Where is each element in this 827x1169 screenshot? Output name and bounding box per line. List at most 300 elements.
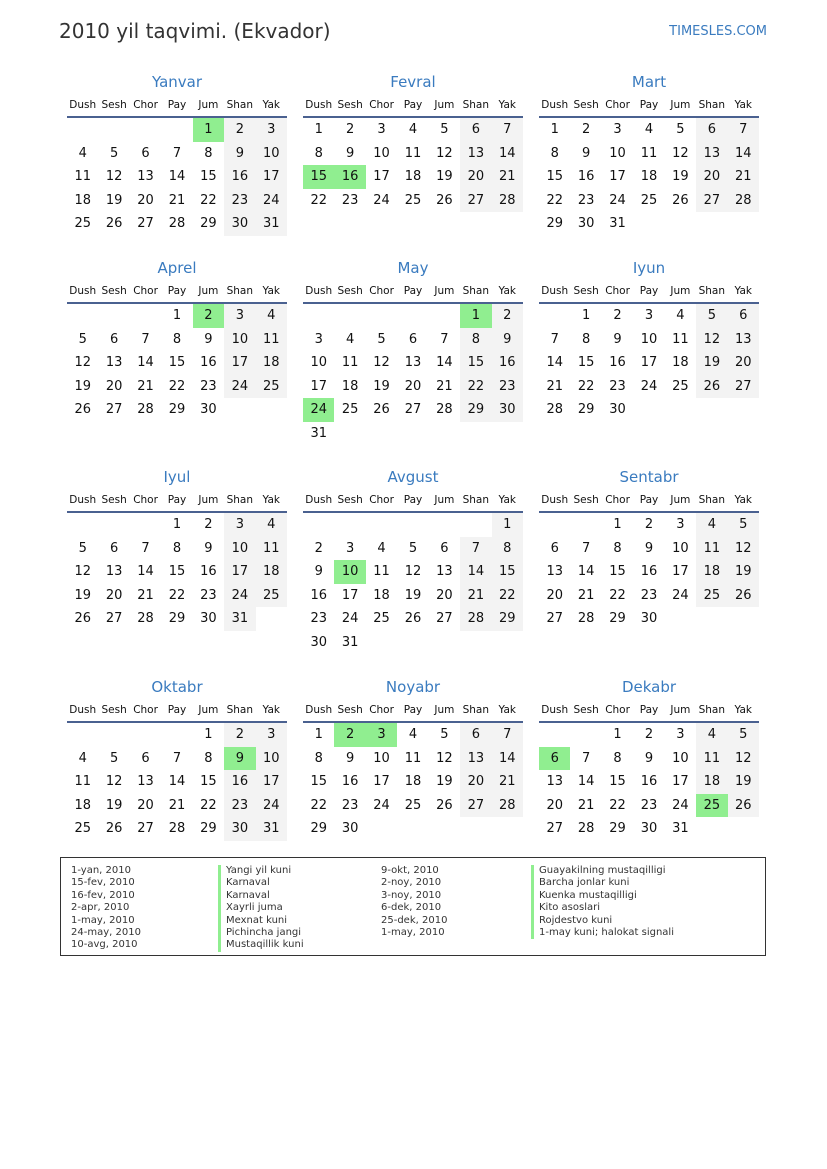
day: 31 [256,212,287,236]
day: 15 [609,564,626,579]
weekday-label: Yak [262,285,280,297]
holiday-day: 2 [193,304,224,328]
day: 14 [436,355,453,370]
day: 27 [460,189,491,213]
month-name: Mart [631,73,667,91]
day: 6 [141,750,150,766]
empty-cell [98,513,129,537]
day: 18 [341,378,359,394]
weekday-label: Pay [639,285,659,297]
day: 1 [492,513,523,537]
weekday-header [67,94,287,118]
day: 30 [200,402,217,417]
day: 27 [404,402,422,417]
weekday-header [539,489,759,513]
day: 7 [550,331,559,347]
weekday-header [67,699,287,723]
legend-holiday-name: Mustaqillik kuni [218,939,304,951]
day: 1 [172,517,182,532]
legend-dates-col-1 [71,865,141,952]
day: 6 [141,145,150,161]
day: 26 [728,794,759,818]
day: 26 [728,584,759,608]
day: 15 [492,560,523,584]
day: 9 [644,540,654,556]
day: 10 [310,355,327,370]
month-may [303,256,523,445]
day: 13 [137,774,154,789]
holiday-day: 16 [334,165,365,189]
weekday-header [67,280,287,304]
day: 27 [137,821,154,836]
day: 21 [492,165,523,189]
day: 6 [408,331,418,347]
day: 3 [345,540,355,556]
day: 14 [168,774,186,789]
day: 27 [436,611,453,626]
empty-cell [334,304,365,328]
day: 8 [613,540,622,556]
weekday-label: Sesh [573,494,599,506]
day: 10 [672,750,689,766]
day: 9 [581,145,591,161]
weekday-label: Pay [639,99,659,111]
day: 16 [577,169,595,184]
weekday-label: Sesh [101,285,127,297]
empty-cell [429,304,460,328]
weekday-label: Dush [305,99,333,111]
day: 31 [256,817,287,841]
day: 17 [609,169,626,184]
weekday-label: Pay [167,494,187,506]
weekday-label: Dush [69,494,97,506]
empty-cell [539,723,570,747]
day: 30 [200,611,217,626]
empty-cell [161,118,192,142]
month-name: Avgust [387,468,439,486]
day: 9 [204,331,213,347]
day: 28 [168,821,186,836]
day: 19 [672,169,689,184]
day: 17 [256,770,287,794]
day: 13 [436,564,453,579]
day: 28 [460,607,491,631]
day-grid [67,118,287,236]
weekday-label: Dush [69,99,97,111]
brand-link[interactable]: TIMESLES.COM [669,24,767,39]
day: 6 [440,540,449,556]
empty-cell [98,723,129,747]
holiday-day: 2 [334,723,365,747]
day: 22 [310,192,327,208]
day: 28 [577,611,595,626]
day: 1 [314,727,323,742]
day: 14 [460,560,491,584]
day: 21 [168,192,186,208]
day: 14 [546,355,563,370]
day: 11 [256,537,287,561]
day: 23 [341,797,359,813]
weekday-label: Shan [698,494,726,506]
day: 30 [640,611,658,626]
day: 2 [644,727,654,742]
weekday-label: Jum [434,494,455,506]
weekday-header [539,280,759,304]
day: 23 [310,611,327,626]
day: 22 [168,587,186,603]
day: 20 [137,192,154,208]
day: 8 [204,145,213,161]
day: 26 [105,821,123,836]
day: 11 [74,774,91,789]
day: 21 [460,584,491,608]
day: 27 [460,794,491,818]
day: 19 [105,192,123,208]
weekday-label: Sesh [337,285,363,297]
holiday-day: 9 [224,747,255,771]
legend-holiday-name: Pichincha jangi [218,927,304,939]
day-grid [303,723,523,841]
day: 29 [546,216,563,231]
day: 7 [492,723,523,747]
day: 6 [460,723,491,747]
month-sentabr [539,465,759,631]
day: 14 [137,564,154,579]
day: 11 [696,537,727,561]
day: 17 [224,351,255,375]
weekday-label: Jum [670,494,691,506]
day: 24 [672,797,689,813]
day: 30 [577,216,595,231]
day: 23 [200,378,217,394]
day: 11 [256,328,287,352]
day: 18 [640,169,658,184]
day: 20 [404,378,422,394]
day: 2 [224,723,255,747]
day: 17 [256,165,287,189]
day: 4 [676,308,685,323]
day: 2 [224,118,255,142]
month-name: Dekabr [621,678,677,696]
day: 2 [644,517,654,532]
weekday-label: Pay [639,704,659,716]
day: 23 [224,189,255,213]
day: 22 [492,584,523,608]
day: 20 [436,587,453,603]
month-yanvar [67,70,287,236]
weekday-label: Pay [403,704,423,716]
weekday-label: Dush [305,285,333,297]
day: 26 [74,611,91,626]
weekday-label: Yak [734,99,752,111]
day: 14 [728,142,759,166]
day: 13 [460,142,491,166]
day: 3 [676,517,685,532]
day: 9 [345,145,355,161]
day: 5 [728,723,759,747]
weekday-label: Chor [133,494,158,506]
day: 11 [373,564,390,579]
weekday-label: Pay [167,99,187,111]
weekday-header [67,489,287,513]
day: 9 [345,750,355,766]
day: 12 [436,750,453,766]
empty-cell [539,304,570,328]
day: 21 [577,587,595,603]
weekday-label: Shan [226,494,254,506]
day: 16 [224,165,255,189]
day: 10 [224,328,255,352]
weekday-label: Pay [167,285,187,297]
day: 28 [728,189,759,213]
day: 17 [341,587,359,603]
day: 12 [105,774,123,789]
day: 9 [644,750,654,766]
day: 24 [224,584,255,608]
day: 22 [609,797,626,813]
day: 4 [408,727,418,742]
day: 21 [137,378,154,394]
day-grid [67,723,287,841]
day-grid [67,513,287,631]
day: 13 [546,564,563,579]
day: 6 [109,540,119,556]
weekday-label: Shan [698,99,726,111]
day: 15 [609,774,626,789]
day: 7 [440,331,449,347]
holiday-day: 25 [696,794,727,818]
day: 10 [640,331,658,347]
day: 16 [341,774,359,789]
day: 4 [696,723,727,747]
day: 16 [200,564,217,579]
holiday-day: 6 [539,747,570,771]
day: 31 [609,216,626,231]
day: 5 [78,540,87,556]
day: 1 [172,308,182,323]
day: 5 [728,513,759,537]
weekday-label: Pay [403,99,423,111]
day: 14 [577,774,595,789]
day: 27 [137,216,154,231]
legend-date: 3-noy, 2010 [381,889,442,901]
legend-date: 16-fev, 2010 [71,889,135,901]
empty-cell [130,304,161,328]
weekday-label: Dush [541,704,569,716]
empty-cell [130,118,161,142]
day: 29 [460,398,491,422]
day: 11 [672,331,689,347]
day: 5 [408,540,418,556]
day: 15 [200,169,217,184]
month-iyul [67,465,287,631]
month-name: Sentabr [619,468,679,486]
legend-date: 1-may, 2010 [71,914,135,926]
day: 20 [105,587,123,603]
day: 24 [672,587,689,603]
day: 23 [609,378,626,394]
day: 12 [74,564,91,579]
legend-date: 25-dek, 2010 [381,914,448,926]
weekday-label: Sesh [573,285,599,297]
day-grid [303,513,523,654]
weekday-label: Chor [605,704,630,716]
day: 25 [404,192,422,208]
legend-date: 24-may, 2010 [71,927,141,939]
day: 12 [373,355,390,370]
weekday-label: Sesh [337,494,363,506]
page-title: 2010 yil taqvimi. (Ekvador) [59,19,331,43]
day: 6 [728,304,759,328]
weekday-label: Chor [369,99,394,111]
day: 29 [609,611,626,626]
day: 4 [78,750,87,766]
weekday-label: Sesh [573,704,599,716]
day: 21 [436,378,453,394]
day: 27 [105,611,123,626]
day: 21 [492,770,523,794]
day: 26 [74,402,91,417]
day: 28 [137,402,154,417]
day: 4 [256,513,287,537]
empty-cell [429,513,460,537]
weekday-label: Yak [734,704,752,716]
weekday-label: Dush [541,99,569,111]
day: 23 [640,587,658,603]
day: 13 [460,747,491,771]
day: 21 [168,797,186,813]
day-grid [539,304,759,422]
weekday-header [303,489,523,513]
weekday-label: Sesh [101,704,127,716]
day: 19 [696,351,727,375]
day: 2 [314,540,323,556]
weekday-label: Pay [403,494,423,506]
day: 1 [550,122,559,137]
day: 4 [408,122,418,137]
day: 15 [546,169,563,184]
weekday-label: Shan [226,704,254,716]
weekday-label: Yak [498,285,516,297]
day: 7 [172,750,182,766]
day: 30 [310,634,327,650]
day: 13 [137,169,154,184]
weekday-label: Pay [167,704,187,716]
day: 5 [440,727,449,742]
empty-cell [366,513,397,537]
day: 31 [224,607,255,631]
weekday-label: Shan [462,285,490,297]
day: 8 [172,540,182,556]
day: 13 [546,774,563,789]
day: 5 [78,331,87,347]
day: 22 [200,797,217,813]
day: 19 [728,770,759,794]
weekday-label: Jum [670,285,691,297]
day: 7 [172,145,182,161]
day: 30 [224,817,255,841]
day: 23 [577,192,595,208]
day: 15 [577,355,595,370]
legend-holiday-name: Rojdestvo kuni [531,915,674,927]
legend-date: 9-okt, 2010 [381,865,439,876]
day: 7 [141,331,150,347]
weekday-label: Shan [462,99,490,111]
day: 30 [492,398,523,422]
day: 15 [460,351,491,375]
day: 11 [341,355,359,370]
empty-cell [303,513,334,537]
weekday-label: Yak [734,285,752,297]
day: 25 [256,584,287,608]
day: 28 [436,402,453,417]
month-mart [539,70,759,236]
weekday-label: Pay [639,494,659,506]
day: 27 [546,611,563,626]
day: 22 [168,378,186,394]
weekday-label: Chor [369,285,394,297]
day: 27 [546,821,563,836]
day-grid [539,723,759,841]
day: 8 [204,750,213,766]
weekday-label: Jum [198,99,219,111]
weekday-label: Yak [734,494,752,506]
day: 10 [224,537,255,561]
day: 3 [644,308,654,323]
day: 6 [550,540,559,556]
weekday-label: Shan [698,285,726,297]
month-name: Iyun [632,259,666,277]
day: 24 [341,611,359,626]
month-name: Fevral [390,73,436,91]
day: 12 [74,355,91,370]
day: 29 [168,611,186,626]
day: 24 [373,797,390,813]
weekday-label: Yak [262,704,280,716]
day: 25 [256,375,287,399]
legend-date: 2-apr, 2010 [71,902,130,914]
legend-holiday-name: Guayakilning mustaqilligi [531,865,674,877]
day: 12 [672,145,689,161]
day: 19 [74,378,91,394]
day: 26 [404,611,422,626]
weekday-label: Yak [262,494,280,506]
day: 5 [440,122,449,137]
day: 12 [728,747,759,771]
day: 11 [404,145,422,161]
weekday-label: Dush [541,285,569,297]
day: 11 [74,169,91,184]
day: 10 [256,142,287,166]
day: 25 [640,192,658,208]
weekday-label: Sesh [337,704,363,716]
weekday-label: Chor [369,494,394,506]
day: 11 [640,145,658,161]
day: 29 [577,402,595,417]
holiday-day: 15 [303,165,334,189]
day: 5 [696,304,727,328]
day: 24 [640,378,658,394]
empty-cell [539,513,570,537]
month-name: Noyabr [385,678,441,696]
legend-dates-col-2 [381,865,447,939]
legend-date: 1-may, 2010 [381,927,445,939]
empty-cell [67,723,98,747]
day-grid [539,513,759,631]
day: 3 [613,122,622,137]
day: 4 [78,145,87,161]
day: 29 [168,402,186,417]
